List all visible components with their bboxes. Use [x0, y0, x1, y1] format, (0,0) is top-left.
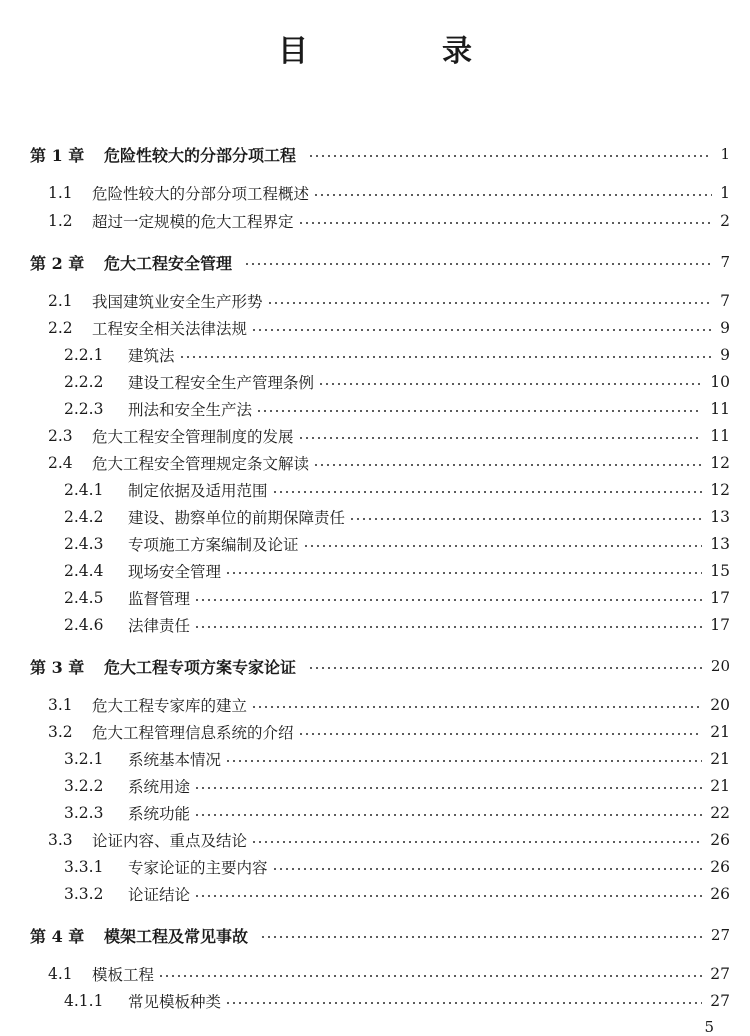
toc-entry — [0, 398, 750, 420]
toc-leader-dots — [308, 667, 703, 669]
toc-entry-page: 26 — [710, 831, 730, 849]
toc-entry — [0, 371, 750, 393]
toc-leader-dots — [267, 302, 712, 304]
toc-entry — [0, 856, 750, 878]
toc-entry — [0, 210, 750, 232]
toc-leader-dots — [194, 895, 702, 897]
toc-entry — [0, 748, 750, 770]
toc-entry-page: 9 — [720, 319, 730, 337]
toc-entry — [0, 587, 750, 609]
toc-entry — [0, 721, 750, 743]
toc-entry-title: 危大工程安全管理 — [104, 253, 233, 273]
toc-entry — [0, 290, 750, 312]
toc-entry-title: 模架工程及常见事故 — [104, 926, 249, 946]
toc-entry-number: 第 2 章 — [30, 253, 85, 273]
toc-entry-title: 专家论证的主要内容 — [128, 859, 268, 877]
toc-entry-title: 我国建筑业安全生产形势 — [92, 293, 263, 311]
toc-entry-page: 17 — [710, 616, 730, 634]
toc-leader-dots — [225, 572, 702, 574]
toc-entry-page: 20 — [710, 657, 730, 675]
toc-entry-number: 2.2.3 — [64, 400, 104, 418]
toc-entry-number: 3.3.2 — [64, 885, 104, 903]
toc-leader-dots — [244, 263, 712, 265]
toc-entry-title: 系统基本情况 — [128, 751, 222, 769]
toc-entry-page: 10 — [710, 373, 730, 391]
toc-entry-title: 危大工程专项方案专家论证 — [104, 657, 297, 677]
toc-entry-title: 建设、勘察单位的前期保障责任 — [128, 509, 346, 527]
toc-entry-number: 第 1 章 — [30, 145, 85, 165]
toc-chapter-entry — [0, 924, 750, 946]
toc-entry-page: 21 — [710, 723, 730, 741]
toc-entry-page: 1 — [720, 145, 730, 163]
toc-entry-number: 1.2 — [48, 212, 73, 230]
toc-entry — [0, 344, 750, 366]
toc-leader-dots — [251, 706, 702, 708]
toc-entry — [0, 560, 750, 582]
toc-entry — [0, 883, 750, 905]
toc-entry-page: 27 — [710, 926, 730, 944]
toc-entry-page: 17 — [710, 589, 730, 607]
toc-entry-title: 危大工程安全管理规定条文解读 — [92, 455, 310, 473]
toc-title: 目 录 — [278, 34, 524, 69]
toc-entry-title: 超过一定规模的危大工程界定 — [92, 213, 294, 231]
toc-leader-dots — [260, 936, 703, 938]
toc-entry-title: 危险性较大的分部分项工程概述 — [92, 185, 310, 203]
toc-entry-number: 2.4.2 — [64, 508, 104, 526]
toc-leader-dots — [303, 545, 702, 547]
toc-entry — [0, 452, 750, 474]
toc-leader-dots — [225, 760, 702, 762]
toc-entry — [0, 479, 750, 501]
toc-leader-dots — [308, 155, 712, 157]
toc-entry — [0, 317, 750, 339]
toc-entry — [0, 802, 750, 824]
toc-chapter-entry — [0, 251, 750, 273]
toc-entry-page: 13 — [710, 508, 730, 526]
toc-leader-dots — [251, 329, 712, 331]
toc-entry-title: 常见模板种类 — [128, 993, 222, 1011]
toc-entry-page: 27 — [710, 992, 730, 1010]
toc-entry-title: 建筑法 — [128, 347, 175, 365]
toc-entry-title: 危大工程专家库的建立 — [92, 697, 248, 715]
toc-entry-number: 2.4.5 — [64, 589, 104, 607]
toc-leader-dots — [272, 868, 702, 870]
toc-leader-dots — [298, 437, 702, 439]
toc-entry-number: 2.4.1 — [64, 481, 104, 499]
toc-entry-number: 2.4.6 — [64, 616, 104, 634]
toc-entry-number: 3.3.1 — [64, 858, 104, 876]
toc-entry-title: 制定依据及适用范围 — [128, 482, 268, 500]
toc-entry-title: 论证结论 — [128, 886, 191, 904]
toc-entry-number: 2.2 — [48, 319, 73, 337]
toc-chapter-entry — [0, 655, 750, 677]
toc-leader-dots — [225, 1002, 702, 1004]
toc-entry-title: 模板工程 — [92, 966, 155, 984]
toc-entry-title: 专项施工方案编制及论证 — [128, 536, 299, 554]
toc-entry-page: 12 — [710, 481, 730, 499]
toc-entry-title: 法律责任 — [128, 617, 191, 635]
toc-leader-dots — [256, 410, 702, 412]
toc-leader-dots — [251, 841, 702, 843]
toc-entry — [0, 533, 750, 555]
page-number: 5 — [704, 1018, 714, 1036]
toc-leader-dots — [194, 787, 702, 789]
toc-leader-dots — [349, 518, 702, 520]
toc-entry-title: 危大工程管理信息系统的介绍 — [92, 724, 294, 742]
toc-entry-page: 22 — [710, 804, 730, 822]
toc-entry-title: 现场安全管理 — [128, 563, 222, 581]
toc-leader-dots — [298, 222, 712, 224]
toc-leader-dots — [158, 975, 702, 977]
toc-entry-number: 第 4 章 — [30, 926, 85, 946]
toc-chapter-entry — [0, 143, 750, 165]
toc-entry-number: 2.4.3 — [64, 535, 104, 553]
toc-entry-number: 2.1 — [48, 292, 73, 310]
toc-entry-page: 21 — [710, 777, 730, 795]
toc-entry-title: 系统功能 — [128, 805, 191, 823]
toc-entry-number: 第 3 章 — [30, 657, 85, 677]
toc-entry-title: 论证内容、重点及结论 — [92, 832, 248, 850]
toc-leader-dots — [318, 383, 702, 385]
toc-entry-number: 3.3 — [48, 831, 73, 849]
toc-entry-title: 危险性较大的分部分项工程 — [104, 145, 297, 165]
toc-entry-page: 7 — [720, 253, 730, 271]
toc-entry-number: 2.4 — [48, 454, 73, 472]
toc-entry-number: 2.3 — [48, 427, 73, 445]
toc-entry — [0, 963, 750, 985]
toc-entry-number: 2.2.2 — [64, 373, 104, 391]
toc-entry-number: 3.2.1 — [64, 750, 104, 768]
toc-entry-page: 1 — [720, 184, 730, 202]
toc-entry — [0, 775, 750, 797]
toc-entry — [0, 694, 750, 716]
toc-entry-page: 27 — [710, 965, 730, 983]
toc-entry-title: 建设工程安全生产管理条例 — [128, 374, 315, 392]
toc-entry — [0, 425, 750, 447]
toc-entry-number: 3.2 — [48, 723, 73, 741]
toc-entry-number: 3.2.3 — [64, 804, 104, 822]
toc-entry-number: 2.2.1 — [64, 346, 104, 364]
toc-entry-page: 12 — [710, 454, 730, 472]
toc-leader-dots — [194, 626, 702, 628]
toc-entry-page: 21 — [710, 750, 730, 768]
toc-entry-title: 系统用途 — [128, 778, 191, 796]
toc-entry-number: 3.2.2 — [64, 777, 104, 795]
toc-entry-page: 11 — [710, 400, 730, 418]
toc-leader-dots — [194, 599, 702, 601]
toc-leader-dots — [313, 464, 702, 466]
toc-entry-number: 3.1 — [48, 696, 73, 714]
toc-entry-page: 26 — [710, 858, 730, 876]
toc-entry-title: 监督管理 — [128, 590, 191, 608]
toc-entry-title: 危大工程安全管理制度的发展 — [92, 428, 294, 446]
toc-entry-page: 26 — [710, 885, 730, 903]
toc-entry — [0, 829, 750, 851]
toc-entry — [0, 506, 750, 528]
toc-entry — [0, 990, 750, 1012]
toc-entry — [0, 182, 750, 204]
toc-entry-title: 刑法和安全生产法 — [128, 401, 253, 419]
toc-entry-number: 4.1 — [48, 965, 73, 983]
toc-leader-dots — [313, 194, 712, 196]
toc-entry — [0, 614, 750, 636]
toc-entry-title: 工程安全相关法律法规 — [92, 320, 248, 338]
toc-leader-dots — [298, 733, 702, 735]
toc-entry-page: 13 — [710, 535, 730, 553]
toc-entry-number: 4.1.1 — [64, 992, 104, 1010]
toc-leader-dots — [272, 491, 702, 493]
toc-entry-page: 15 — [710, 562, 730, 580]
toc-entry-page: 20 — [710, 696, 730, 714]
toc-entry-page: 7 — [720, 292, 730, 310]
toc-leader-dots — [194, 814, 702, 816]
toc-entry-page: 2 — [720, 212, 730, 230]
toc-entry-page: 9 — [720, 346, 730, 364]
toc-entry-number: 1.1 — [48, 184, 73, 202]
toc-entry-page: 11 — [710, 427, 730, 445]
toc-leader-dots — [179, 356, 712, 358]
toc-entry-number: 2.4.4 — [64, 562, 104, 580]
